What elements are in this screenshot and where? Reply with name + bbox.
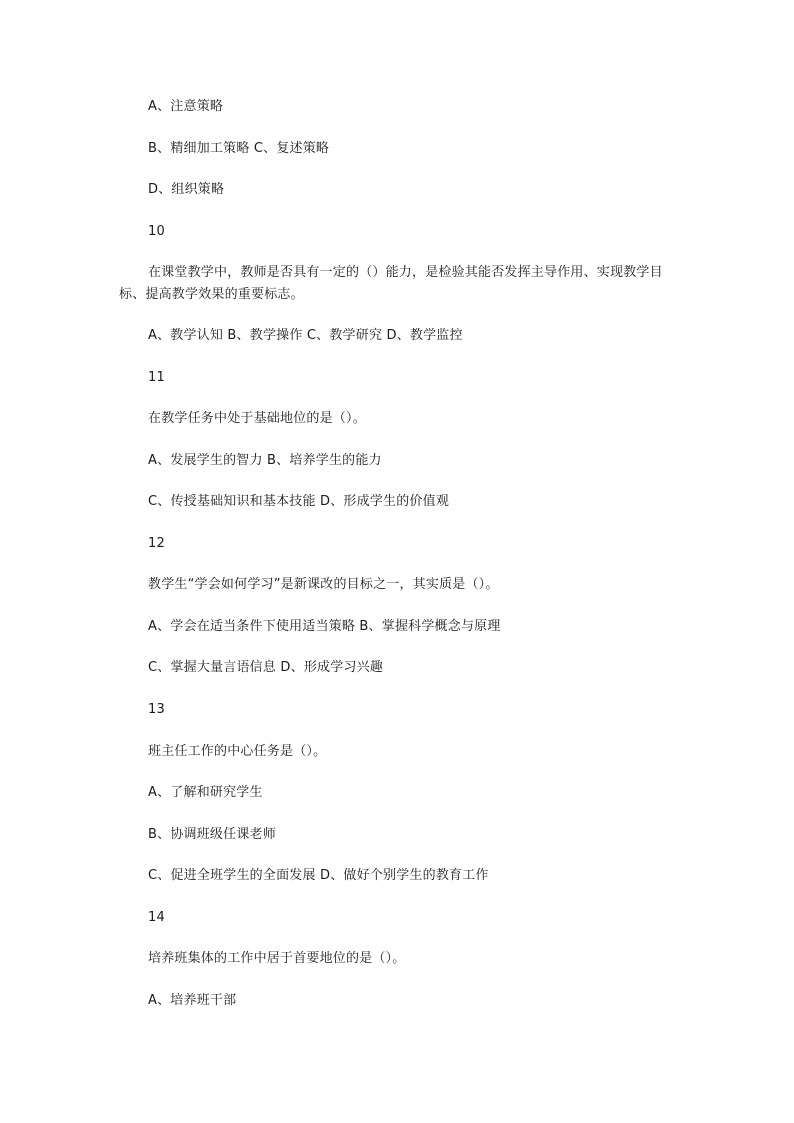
question-text: 在课堂教学中，教师是否具有一定的（）能力，是检验其能否发挥主导作用、实现教学目标、提高教学效果的重要标志。 [119, 265, 663, 302]
question-text: 教学生“学会如何学习”是新课改的目标之一，其实质是（）。 [148, 577, 499, 592]
option-line: B、协调班级任课老师 [148, 827, 276, 842]
option-line: A、教学认知 B、教学操作 C、教学研究 D、教学监控 [148, 328, 463, 343]
option-line: B、精细加工策略 C、复述策略 [148, 141, 330, 156]
option-line: A、学会在适当条件下使用适当策略 B、掌握科学概念与原理 [148, 619, 501, 634]
option-line: D、组织策略 [148, 182, 225, 197]
question-text: 培养班集体的工作中居于首要地位的是（）。 [148, 951, 406, 966]
question-text: 班主任工作的中心任务是（）。 [148, 744, 327, 759]
option-line: C、传授基础知识和基本技能 D、形成学生的价值观 [148, 494, 450, 509]
question-text: 在教学任务中处于基础地位的是（）。 [148, 411, 366, 426]
question-number: 12 [148, 536, 165, 551]
question-number: 10 [148, 224, 165, 239]
option-line: C、掌握大量言语信息 D、形成学习兴趣 [148, 660, 384, 675]
option-line: A、注意策略 [148, 99, 224, 114]
question-number: 13 [148, 702, 165, 717]
option-line: A、发展学生的智力 B、培养学生的能力 [148, 453, 382, 468]
option-line: A、了解和研究学生 [148, 785, 263, 800]
question-number: 14 [148, 910, 165, 925]
option-line: A、培养班干部 [148, 993, 237, 1008]
option-line: C、促进全班学生的全面发展 D、做好个别学生的教育工作 [148, 868, 489, 883]
question-number: 11 [148, 370, 165, 385]
